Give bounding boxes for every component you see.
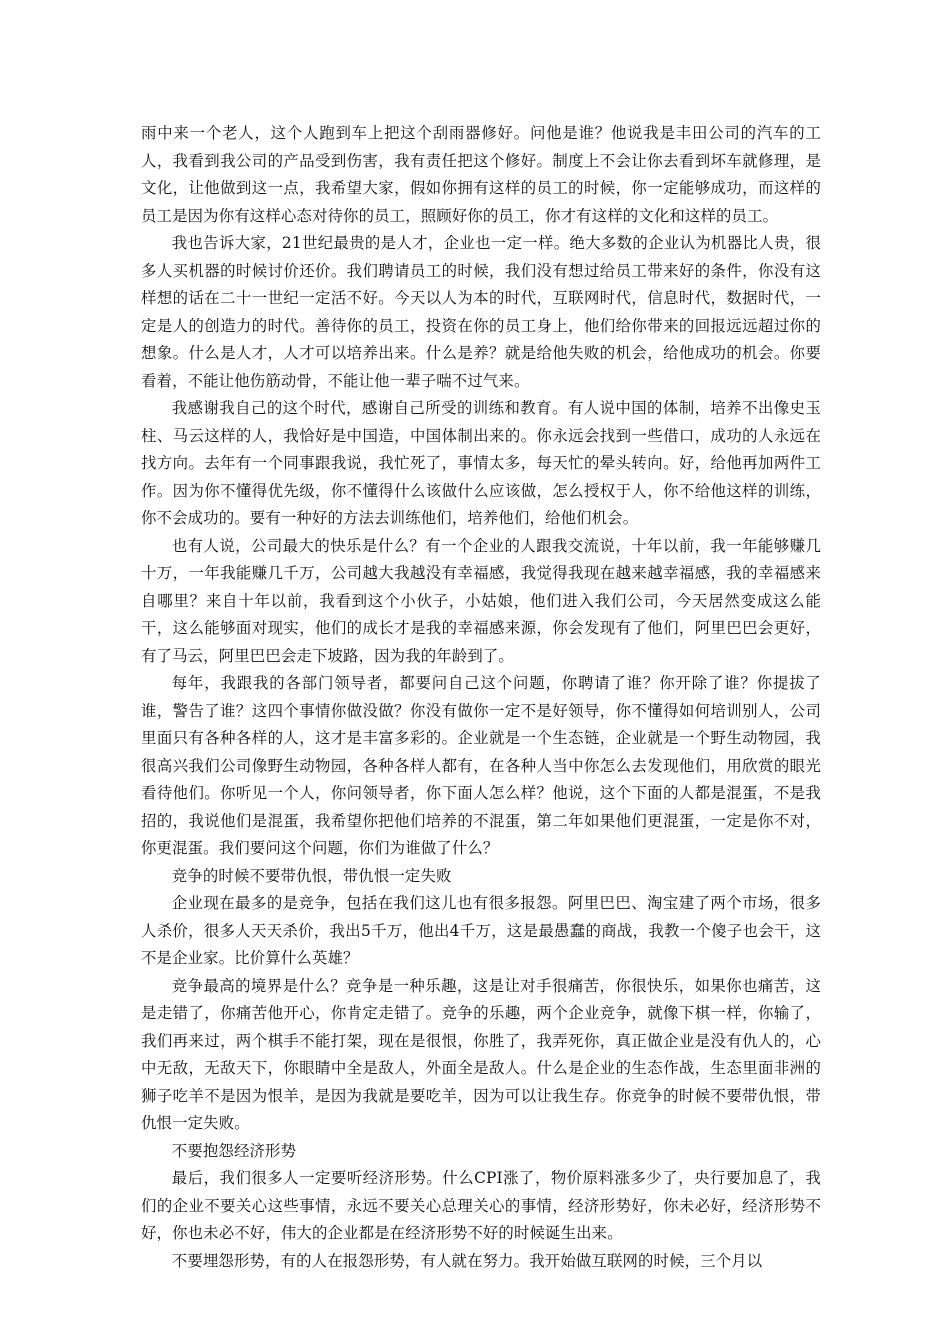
section-heading-competition: 竞争的时候不要带仇恨，带仇恨一定失败 xyxy=(171,866,452,885)
paragraph-2: 我也告诉大家，21世纪最贵的是人才，企业也一定一样。绝大多数的企业认为机器比人贵，很多人买机器的时候讨价还价。我们聘请员工的时候，我们没有想过给员工带来好的条件，你没有这样想的话在二十一世纪一定活不好。今天以人为本的时代，互联网时代，信息时代，数据时代，一定是人的创造力的时代。善待你的员工，投资在你的员工身上，他们给你带来的回报远远超过你的想象。什么是人才，人才可以培养出来。什么是养？就是给他失败的机会，给他成功的机会。你要看着，不能让他伤筋动骨，不能让他一辈子喘不过气来。 xyxy=(141,234,821,390)
paragraph-6: 企业现在最多的是竞争，包括在我们这儿也有很多报怨。阿里巴巴、淘宝建了两个市场，很多人杀价，很多人天天杀价，我出5千万，他出4千万，这是最愚蠢的商战，我教一个傻子也会干，这不是企业家。比价算什么英雄？ xyxy=(141,894,821,967)
paragraph-7: 竞争最高的境界是什么？竞争是一种乐趣，这是让对手很痛苦，你很快乐，如果你也痛苦，这是走错了，你痛苦他开心，你肯定走错了。竞争的乐趣，两个企业竞争，就像下棋一样，你输了，我们再来过，两个棋手不能打架，现在是很恨，你胜了，我弄死你，真正做企业是没有仇人的，心中无敌，无敌天下，你眼睛中全是敌人，外面全是敌人。什么是企业的生态作战，生态里面非洲的狮子吃羊不是因为恨羊，是因为我就是要吃羊，因为可以让我生存。你竞争的时候不要带仇恨，带仇恨一定失败。 xyxy=(141,976,821,1132)
paragraph-8: 最后，我们很多人一定要听经济形势。什么CPI涨了，物价原料涨多少了，央行要加息了，我们的企业不要关心这些事情，永远不要关心总理关心的事情，经济形势好，你未必好，经济形势不好，你也未必不好，伟大的企业都是在经济形势不好的时候诞生出来。 xyxy=(141,1169,821,1242)
paragraph-5: 每年，我跟我的各部门领导者，都要问自己这个问题，你聘请了谁？你开除了谁？你提拔了谁，警告了谁？这四个事情你做没做？你没有做你一定不是好领导，你不懂得如何培训别人，公司里面只有各种各样的人，这才是丰富多彩的。企业就是一个生态链，企业就是一个野生动物园，我很高兴我们公司像野生动物园，各种各样人都有，在各种人当中你怎么去发现他们，用欣赏的眼光看待他们。你听见一个人，你问领导者，你下面人怎么样？他说，这个下面的人都是混蛋，不是我招的，我说他们是混蛋，我希望你把他们培养的不混蛋，第二年如果他们更混蛋，一定是你不对，你更混蛋。我们要问这个问题，你们为谁做了什么？ xyxy=(141,674,821,857)
section-heading-economy: 不要抱怨经济形势 xyxy=(171,1141,297,1160)
paragraph-3: 我感谢我自己的这个时代，感谢自己所受的训练和教育。有人说中国的体制，培养不出像史玉柱、马云这样的人，我恰好是中国造，中国体制出来的。你永远会找到一些借口，成功的人永远在找方向。去年有一个同事跟我说，我忙死了，事情太多，每天忙的晕头转向。好，给他再加两件工作。因为你不懂得优先级，你不懂得什么该做什么应该做，怎么授权于人，你不给他这样的训练，你不会成功的。要有一种好的方法去训练他们，培养他们，给他们机会。 xyxy=(141,399,821,527)
paragraph-9: 不要埋怨形势，有的人在报怨形势，有人就在努力。我开始做互联网的时候，三个月以 xyxy=(171,1251,763,1270)
document-body xyxy=(141,120,821,1275)
paragraph-1: 雨中来一个老人，这个人跑到车上把这个刮雨器修好。问他是谁？他说我是丰田公司的汽车的工人，我看到我公司的产品受到伤害，我有责任把这个修好。制度上不会让你去看到坏车就修理，是文化，让他做到这一点，我希望大家，假如你拥有这样的员工的时候，你一定能够成功，而这样的员工是因为你有这样心态对待你的员工，照顾好你的员工，你才有这样的文化和这样的员工。 xyxy=(141,124,821,225)
paragraph-4: 也有人说，公司最大的快乐是什么？有一个企业的人跟我交流说，十年以前，我一年能够赚几十万，一年我能赚几千万，公司越大我越没有幸福感，我觉得我现在越来越幸福感，我的幸福感来自哪里？来自十年以前，我看到这个小伙子，小姑娘，他们进入我们公司，今天居然变成这么能干，这么能够面对现实，他们的成长才是我的幸福感来源，你会发现有了他们，阿里巴巴会更好，有了马云，阿里巴巴会走下坡路，因为我的年龄到了。 xyxy=(141,536,821,665)
